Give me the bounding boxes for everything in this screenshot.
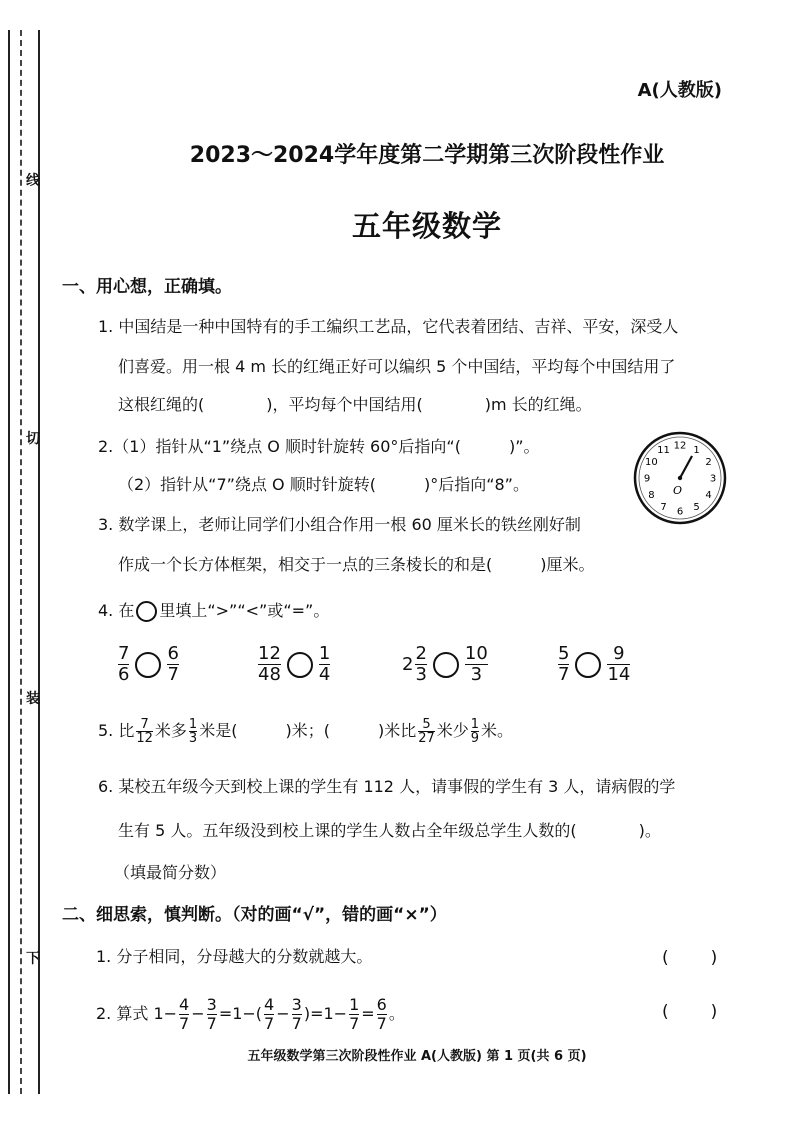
numerator: 7 bbox=[118, 643, 130, 664]
denominator: 7 bbox=[167, 664, 179, 685]
q1-line-2: 们喜爱。用一根 4 m 长的红绳正好可以编织 5 个中国结，平均每个中国结用了 bbox=[118, 357, 676, 376]
q6-line-2 bbox=[118, 820, 661, 842]
q5-line bbox=[98, 716, 513, 746]
q1-line-3 bbox=[118, 394, 592, 416]
minus-sign: − bbox=[191, 1004, 205, 1023]
denominator: 4 bbox=[318, 664, 331, 685]
clock-center bbox=[678, 476, 682, 480]
fraction bbox=[349, 996, 359, 1033]
judge-2 bbox=[96, 996, 405, 1033]
numerator: 9 bbox=[613, 643, 625, 664]
denominator: 7 bbox=[558, 664, 570, 685]
clock-number: 10 bbox=[645, 457, 658, 468]
binding-char: 下 bbox=[26, 951, 40, 967]
binding-dashed-line bbox=[20, 30, 22, 1094]
q6-line-1: 6. 某校五年级今天到校上课的学生有 112 人，请事假的学生有 3 人，请病假的学 bbox=[98, 777, 676, 796]
denominator: 14 bbox=[607, 664, 631, 685]
binding-char: 线 bbox=[26, 173, 40, 189]
numerator: 10 bbox=[464, 643, 488, 664]
clock-hand bbox=[680, 456, 692, 478]
q3-text: )厘米。 bbox=[540, 555, 595, 574]
edition-label: A(人教版) bbox=[637, 80, 722, 101]
q2-text: （2）指针从“7”绕点 O 顺时针旋转( bbox=[118, 475, 376, 494]
fraction bbox=[179, 996, 189, 1033]
judge-2-text: )=1− bbox=[303, 1004, 348, 1023]
numerator: 3 bbox=[291, 995, 302, 1014]
q1-line-1: 1. 中国结是一种中国特有的手工编织工艺品，它代表着团结、吉祥、平安，深受人 bbox=[98, 317, 679, 336]
fraction bbox=[167, 644, 178, 685]
numerator: 12 bbox=[258, 643, 281, 664]
q4-compare-2 bbox=[256, 644, 332, 685]
section-2-heading: 二、细思索，慎判断。（对的画“√”，错的画“×”） bbox=[62, 905, 447, 925]
binding-line bbox=[8, 30, 10, 1094]
q5-text: )米；( bbox=[285, 721, 330, 740]
q5-text: 米是( bbox=[199, 721, 238, 740]
q4-text: 里填上“>”“<”或“=”。 bbox=[159, 601, 330, 620]
q4-compare-3 bbox=[402, 644, 490, 685]
fraction bbox=[292, 996, 302, 1033]
clock-number: 5 bbox=[693, 502, 700, 514]
q4-compare-1 bbox=[116, 644, 181, 685]
q5-text: )米比 bbox=[377, 721, 417, 740]
clock-number: 6 bbox=[676, 506, 684, 518]
q3-line-1: 3. 数学课上，老师让同学们小组合作用一根 60 厘米长的铁丝刚好制 bbox=[98, 515, 581, 534]
q6-text: 生有 5 人。五年级没到校上课的学生人数占全年级总学生人数的( bbox=[118, 821, 577, 840]
numerator: 6 bbox=[376, 995, 387, 1014]
numerator: 4 bbox=[179, 995, 190, 1014]
q5-text: 米。 bbox=[481, 721, 514, 740]
denominator: 12 bbox=[136, 731, 153, 746]
fraction bbox=[418, 718, 435, 745]
denominator: 7 bbox=[264, 1014, 275, 1033]
q5-text: 5. 比 bbox=[98, 721, 135, 740]
q2-line-1 bbox=[98, 436, 540, 458]
compare-circle-icon bbox=[136, 601, 157, 622]
fraction bbox=[319, 644, 330, 685]
denominator: 48 bbox=[258, 664, 281, 685]
minus-sign: − bbox=[276, 1004, 290, 1023]
q6-note: （填最简分数） bbox=[114, 863, 227, 882]
compare-circle[interactable] bbox=[575, 652, 601, 678]
q1-text: )m 长的红绳。 bbox=[484, 395, 592, 414]
denominator: 6 bbox=[118, 664, 130, 685]
judge-1: 1. 分子相同，分母越大的分数就越大。 bbox=[96, 947, 373, 966]
numerator: 1 bbox=[470, 717, 480, 732]
judge-1-answer[interactable] bbox=[662, 948, 717, 968]
denominator: 3 bbox=[470, 664, 483, 685]
mixed-number bbox=[402, 644, 429, 685]
clock-number: 9 bbox=[643, 473, 651, 485]
whole-part: 2 bbox=[402, 654, 414, 675]
numerator: 6 bbox=[167, 643, 179, 664]
exam-title: 2023～2024学年度第二学期第三次阶段性作业 bbox=[189, 143, 665, 168]
compare-circle[interactable] bbox=[287, 652, 313, 678]
fraction bbox=[465, 644, 488, 685]
fraction bbox=[258, 644, 281, 685]
denominator: 7 bbox=[179, 1014, 190, 1033]
compare-circle[interactable] bbox=[433, 652, 459, 678]
fraction bbox=[558, 644, 569, 685]
q2-line-2 bbox=[118, 474, 529, 496]
numerator: 3 bbox=[206, 995, 217, 1014]
section-1-heading: 一、用心想，正确填。 bbox=[62, 277, 232, 297]
judge-2-text: =1−( bbox=[218, 1004, 263, 1023]
q2-text: 2.（1）指针从“1”绕点 O 顺时针旋转 60°后指向“( bbox=[98, 437, 461, 456]
numerator: 5 bbox=[422, 717, 431, 732]
q2-text: )°后指向“8”。 bbox=[423, 475, 529, 494]
denominator: 27 bbox=[418, 731, 435, 746]
denominator: 7 bbox=[349, 1014, 360, 1033]
fraction bbox=[264, 996, 274, 1033]
paren: ( bbox=[662, 948, 669, 968]
fraction bbox=[207, 996, 217, 1033]
fraction bbox=[118, 644, 129, 685]
numerator: 1 bbox=[349, 995, 360, 1014]
binding-char: 切 bbox=[26, 431, 40, 447]
numerator: 1 bbox=[188, 717, 198, 732]
q1-text: 这根红绳的( bbox=[118, 395, 205, 414]
fraction bbox=[377, 996, 387, 1033]
q3-text: 作成一个长方体框架，相交于一点的三条棱长的和是( bbox=[118, 555, 493, 574]
subject-title: 五年级数学 bbox=[351, 209, 502, 243]
paren: ( bbox=[662, 1002, 669, 1022]
numerator: 7 bbox=[140, 717, 149, 732]
compare-circle[interactable] bbox=[135, 652, 161, 678]
q4-stem bbox=[98, 600, 329, 622]
q6-text: )。 bbox=[638, 821, 661, 840]
numerator: 1 bbox=[318, 643, 331, 664]
numerator: 5 bbox=[558, 643, 570, 664]
fraction bbox=[136, 718, 153, 745]
q4-text: 4. 在 bbox=[98, 601, 135, 620]
denominator: 3 bbox=[188, 731, 198, 746]
q5-text: 米多 bbox=[154, 721, 187, 740]
clock-number: 8 bbox=[648, 490, 655, 501]
fraction bbox=[607, 644, 630, 685]
paren: ) bbox=[710, 1002, 718, 1022]
q4-compare-4 bbox=[556, 644, 632, 685]
clock-number: 3 bbox=[709, 473, 717, 485]
clock-number: 12 bbox=[673, 440, 687, 452]
binding-char: 装 bbox=[26, 691, 40, 707]
clock-center-label: O bbox=[673, 484, 683, 497]
page-footer: 五年级数学第三次阶段性作业 A(人教版) 第 1 页(共 6 页) bbox=[247, 1049, 587, 1064]
numerator: 4 bbox=[264, 995, 275, 1014]
clock-number: 1 bbox=[693, 444, 700, 456]
q3-line-2 bbox=[118, 554, 595, 576]
fraction bbox=[189, 718, 197, 745]
denominator: 7 bbox=[206, 1014, 217, 1033]
clock-diagram bbox=[632, 430, 728, 526]
clock-number: 2 bbox=[705, 457, 712, 468]
numerator: 2 bbox=[415, 643, 427, 664]
clock-number: 11 bbox=[657, 444, 670, 456]
denominator: 9 bbox=[470, 731, 480, 746]
fraction bbox=[471, 718, 479, 745]
paren: ) bbox=[710, 948, 718, 968]
judge-2-answer[interactable] bbox=[662, 1002, 717, 1022]
q1-text: )，平均每个中国结用( bbox=[266, 395, 423, 414]
denominator: 7 bbox=[376, 1014, 387, 1033]
judge-2-text: 。 bbox=[388, 1004, 405, 1023]
judge-2-text: 2. 算式 1− bbox=[96, 1004, 178, 1023]
clock-number: 7 bbox=[660, 502, 667, 514]
denominator: 7 bbox=[291, 1014, 302, 1033]
fraction bbox=[415, 644, 426, 685]
judge-2-text: = bbox=[361, 1004, 375, 1023]
q5-text: 米少 bbox=[436, 721, 469, 740]
clock-number: 4 bbox=[705, 490, 712, 501]
q2-text: )”。 bbox=[508, 437, 540, 456]
denominator: 3 bbox=[415, 664, 427, 685]
